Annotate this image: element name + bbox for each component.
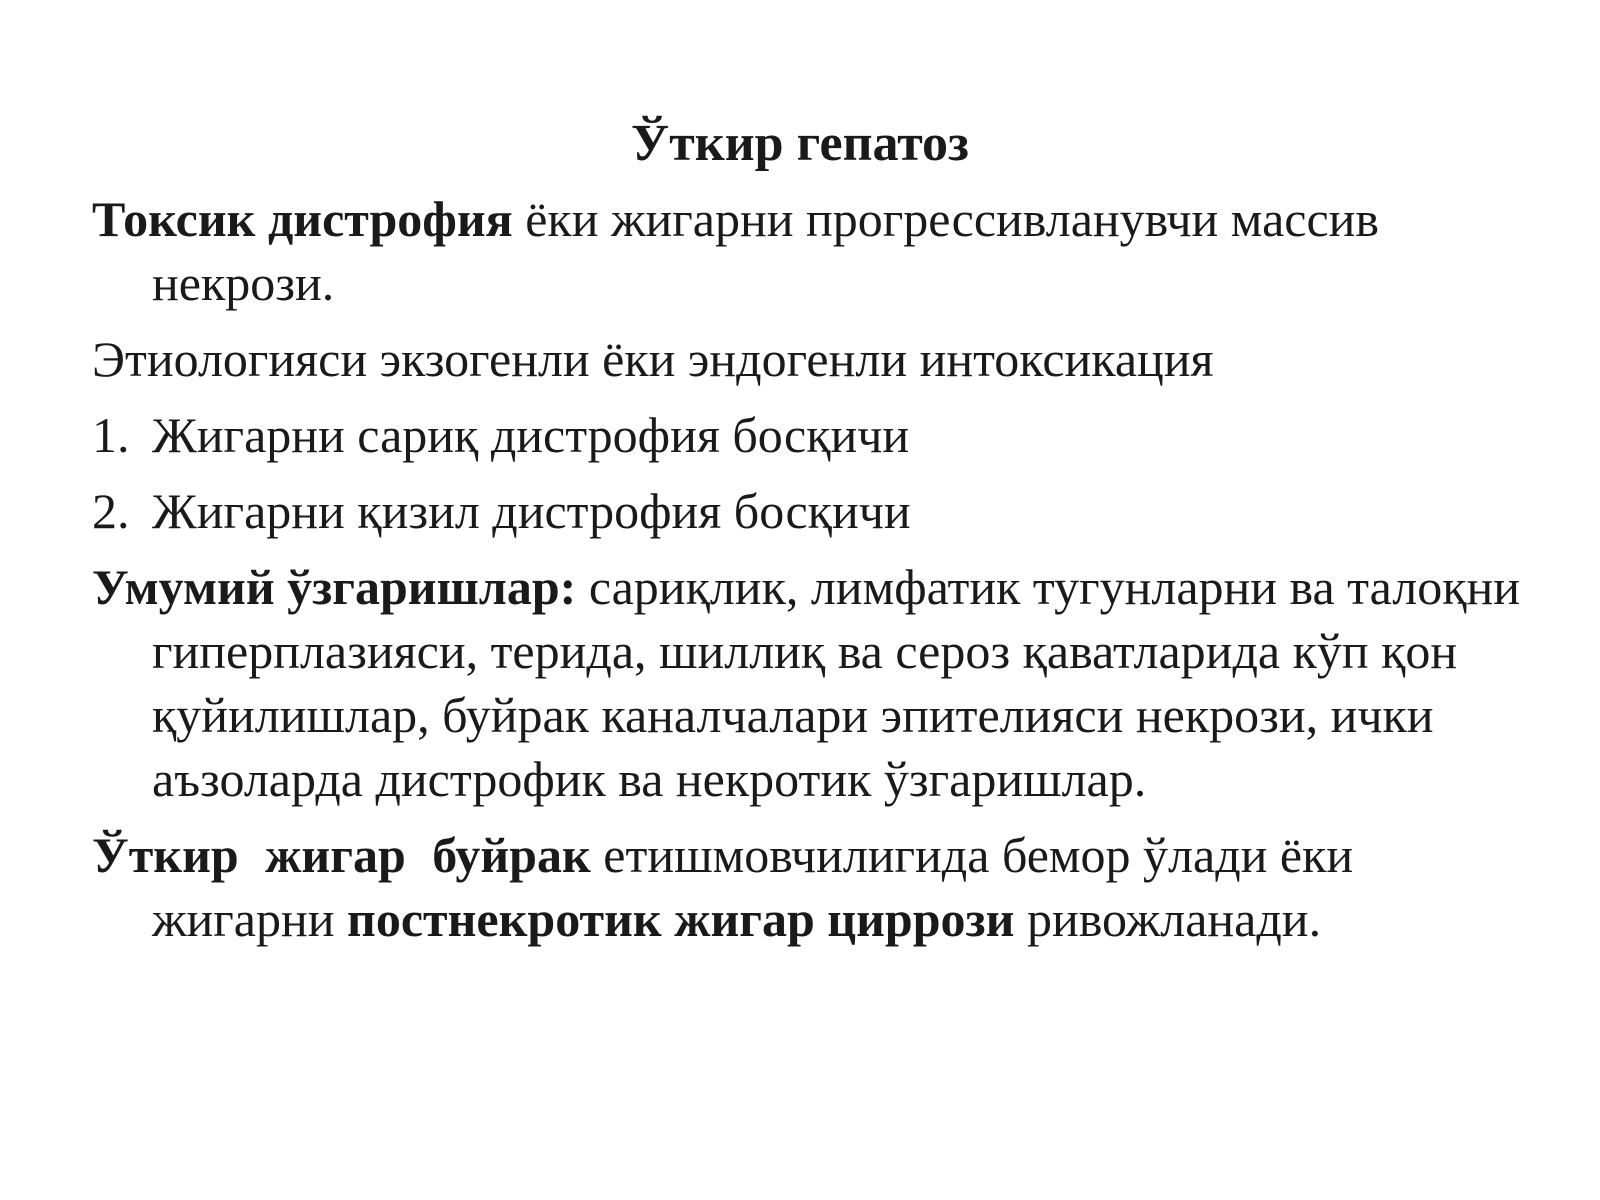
list-item (92, 479, 1532, 543)
etiology-paragraph: Этиологияси экзогенли ёки эндогенли интоксикация (92, 331, 1214, 387)
list-item-number: 1. (92, 407, 130, 463)
outcome-term: Ўткир жигар буйрак (92, 827, 591, 883)
general-changes-paragraph (92, 555, 1532, 811)
list-item-text: Жигарни қизил дистрофия босқичи (152, 483, 911, 539)
definition-paragraph (92, 187, 1532, 315)
list-item (92, 403, 1532, 467)
list-item-number: 2. (92, 483, 130, 539)
outcome-end-text: ривожланади. (1014, 891, 1322, 947)
general-changes-text: сариқлик, лимфатик тугунларни ва талоқни гиперплазияси, терида, шиллиқ ва сероз қаватларида кўп қон қуйилишлар, буйрак каналчалари эпителияси некрози, ички аъзоларда дистрофик ва некротик ўзгаришлар. (152, 559, 1521, 807)
list-item-text: Жигарни сариқ дистрофия босқичи (152, 407, 910, 463)
slide-body (92, 187, 1532, 951)
definition-term: Токсик дистрофия (92, 191, 513, 247)
definition-text: ёки жигарни прогрессивланувчи массив некрози. (152, 191, 1380, 311)
general-changes-term: Умумий ўзгаришлар: (92, 559, 577, 615)
cirrhosis-term: постнекротик жигар циррози (347, 891, 1015, 947)
outcome-text: етишмовчилигида бемор ўлади ёки жигарни (152, 827, 1354, 947)
slide-title: Ўткир гепатоз (631, 115, 969, 172)
outcome-paragraph (92, 823, 1532, 951)
